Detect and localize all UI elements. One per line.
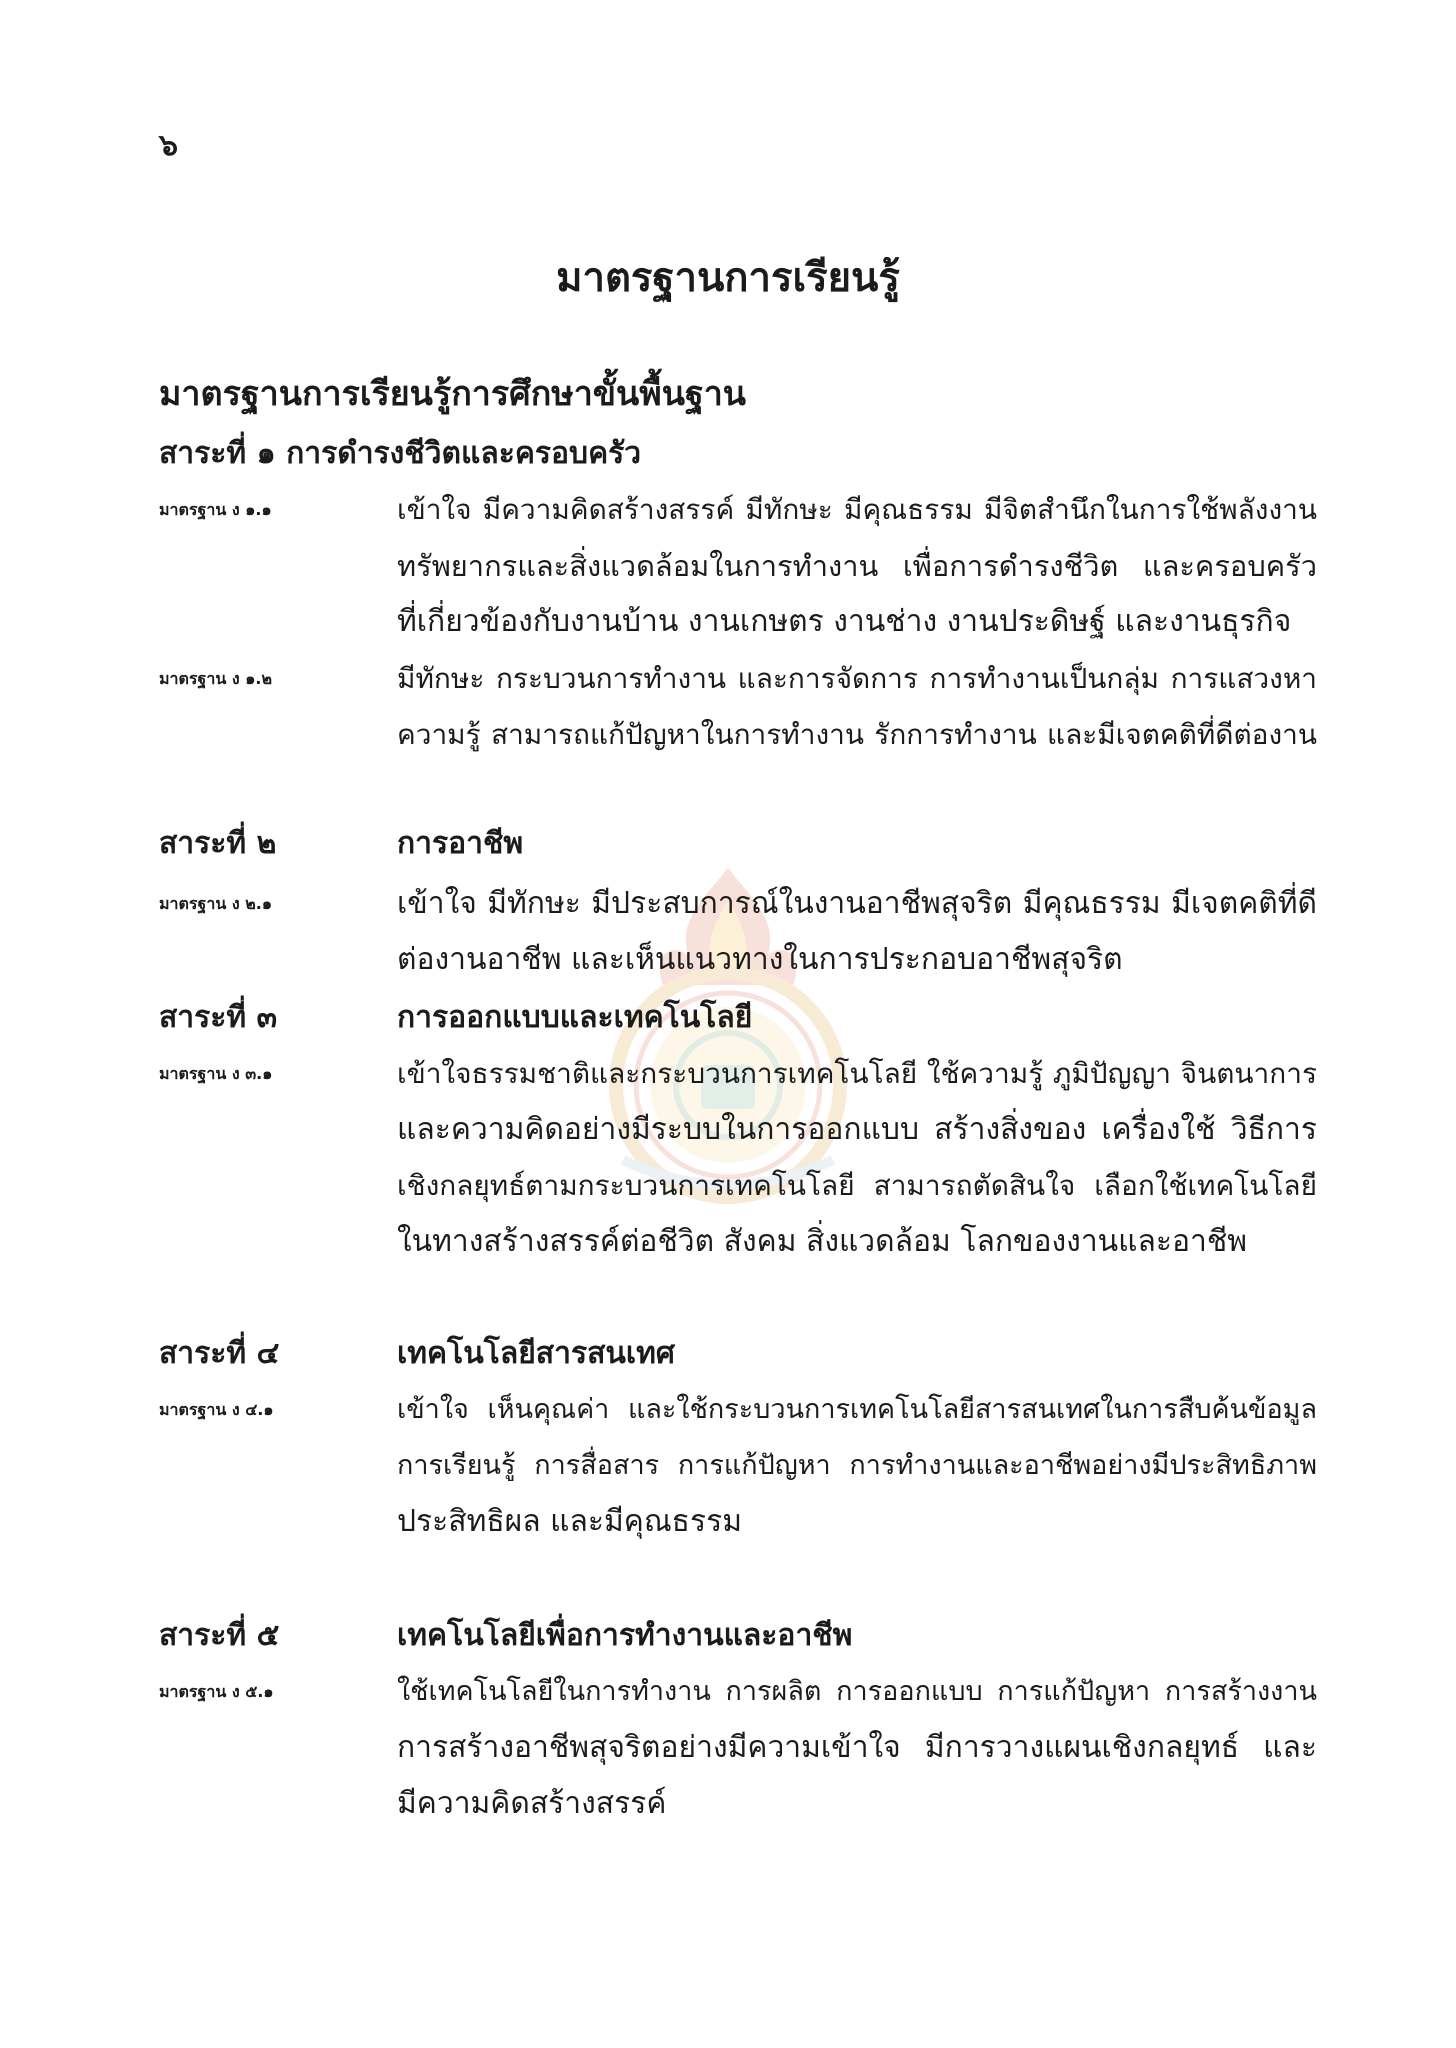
standard-text-line: เข้าใจธรรมชาติและกระบวนการเทคโนโลยี ใช้ความรู้ ภูมิปัญญา จินตนาการ: [397, 1057, 1317, 1090]
strand-4-heading: [159, 1326, 1317, 1382]
standard-text: [397, 1382, 1317, 1550]
strand-1-heading: สาระที่ ๑ การดำรงชีวิตและครอบครัว: [159, 436, 642, 471]
standard-text-line: ที่เกี่ยวข้องกับงานบ้าน งานเกษตร งานช่าง งานประดิษฐ์ และงานธุรกิจ: [397, 604, 1292, 639]
standard-text-line: เข้าใจ มีทักษะ มีประสบการณ์ในงานอาชีพสุจริต มีคุณธรรม มีเจตคติที่ดี: [397, 886, 1317, 921]
standard-label: มาตรฐาน ง ๑.๑: [159, 500, 272, 519]
standard-3-1: [159, 1046, 1317, 1270]
standard-5-1: [159, 1664, 1317, 1832]
strand-title: เทคโนโลยีเพื่อการทำงานและอาชีพ: [397, 1618, 853, 1653]
standard-label: มาตรฐาน ง ๑.๒: [159, 669, 272, 688]
standard-text-line: ใช้เทคโนโลยีในการทำงาน การผลิต การออกแบบ การแก้ปัญหา การสร้างงาน: [397, 1676, 1317, 1707]
standard-text: [397, 1664, 1317, 1832]
standard-text-line: มีทักษะ กระบวนการทำงาน และการจัดการ การทำงานเป็นกลุ่ม การแสวงหา: [397, 662, 1317, 695]
standard-text-line: และความคิดอย่างมีระบบในการออกแบบ สร้างสิ่งของ เครื่องใช้ วิธีการ: [397, 1112, 1317, 1147]
standard-label: มาตรฐาน ง ๕.๑: [159, 1682, 274, 1701]
standard-label: มาตรฐาน ง ๒.๑: [159, 894, 272, 913]
standard-text-line: ทรัพยากรและสิ่งแวดล้อมในการทำงาน เพื่อการดำรงชีวิต และครอบครัว: [397, 549, 1317, 583]
section-heading: มาตรฐานการเรียนรู้การศึกษาขั้นพื้นฐาน: [159, 374, 747, 414]
standard-text-line: ประสิทธิผล และมีคุณธรรม: [397, 1504, 742, 1539]
strand-label: สาระที่ ๓: [159, 1000, 278, 1035]
standard-text-line: ต่องานอาชีพ และเห็นแนวทางในการประกอบอาชีพสุจริต: [397, 942, 1123, 977]
standard-text: [397, 876, 1317, 988]
strand-label: สาระที่ ๒: [159, 826, 277, 861]
document-content: [0, 118, 1317, 1832]
standard-text: [397, 1046, 1317, 1270]
page-number: ๖: [159, 128, 179, 163]
page-title: มาตรฐานการเรียนรู้: [556, 255, 900, 301]
standard-text-line: การสร้างอาชีพสุจริตอย่างมีความเข้าใจ มีการวางแผนเชิงกลยุทธ์ และ: [397, 1730, 1317, 1765]
standard-text: [397, 482, 1317, 650]
strand-label: สาระที่ ๕: [159, 1618, 280, 1653]
standard-2-1: [159, 876, 1317, 988]
standard-text-line: มีความคิดสร้างสรรค์: [397, 1786, 667, 1821]
strand-title: การออกแบบและเทคโนโลยี: [397, 1000, 753, 1035]
standard-label: มาตรฐาน ง ๔.๑: [159, 1400, 274, 1419]
standard-text: [397, 651, 1317, 763]
standard-text-line: เข้าใจ เห็นคุณค่า และใช้กระบวนการเทคโนโลยีสารสนเทศในการสืบค้นข้อมูล: [397, 1394, 1317, 1425]
strand-label: สาระที่ ๔: [159, 1336, 280, 1371]
standard-text-line: ในทางสร้างสรรค์ต่อชีวิต สังคม สิ่งแวดล้อม โลกของงานและอาชีพ: [397, 1224, 1248, 1259]
standard-1-2: [159, 651, 1317, 763]
strand-3-heading: [159, 990, 1317, 1046]
strand-2-heading: [159, 816, 1317, 872]
standard-text-line: เข้าใจ มีความคิดสร้างสรรค์ มีทักษะ มีคุณธรรม มีจิตสำนึกในการใช้พลังงาน: [397, 493, 1317, 526]
standard-label: มาตรฐาน ง ๓.๑: [159, 1064, 273, 1083]
standard-text-line: ความรู้ สามารถแก้ปัญหาในการทำงาน รักการทำงาน และมีเจตคติที่ดีต่องาน: [397, 718, 1317, 751]
standard-4-1: [159, 1382, 1317, 1550]
strand-title: เทคโนโลยีสารสนเทศ: [397, 1336, 675, 1371]
standard-text-line: การเรียนรู้ การสื่อสาร การแก้ปัญหา การทำงานและอาชีพอย่างมีประสิทธิภาพ: [397, 1450, 1317, 1481]
strand-title: การอาชีพ: [397, 826, 524, 861]
standard-text-line: เชิงกลยุทธ์ตามกระบวนการเทคโนโลยี สามารถตัดสินใจ เลือกใช้เทคโนโลยี: [397, 1169, 1317, 1202]
standard-1-1: [159, 482, 1317, 650]
strand-5-heading: [159, 1608, 1317, 1664]
